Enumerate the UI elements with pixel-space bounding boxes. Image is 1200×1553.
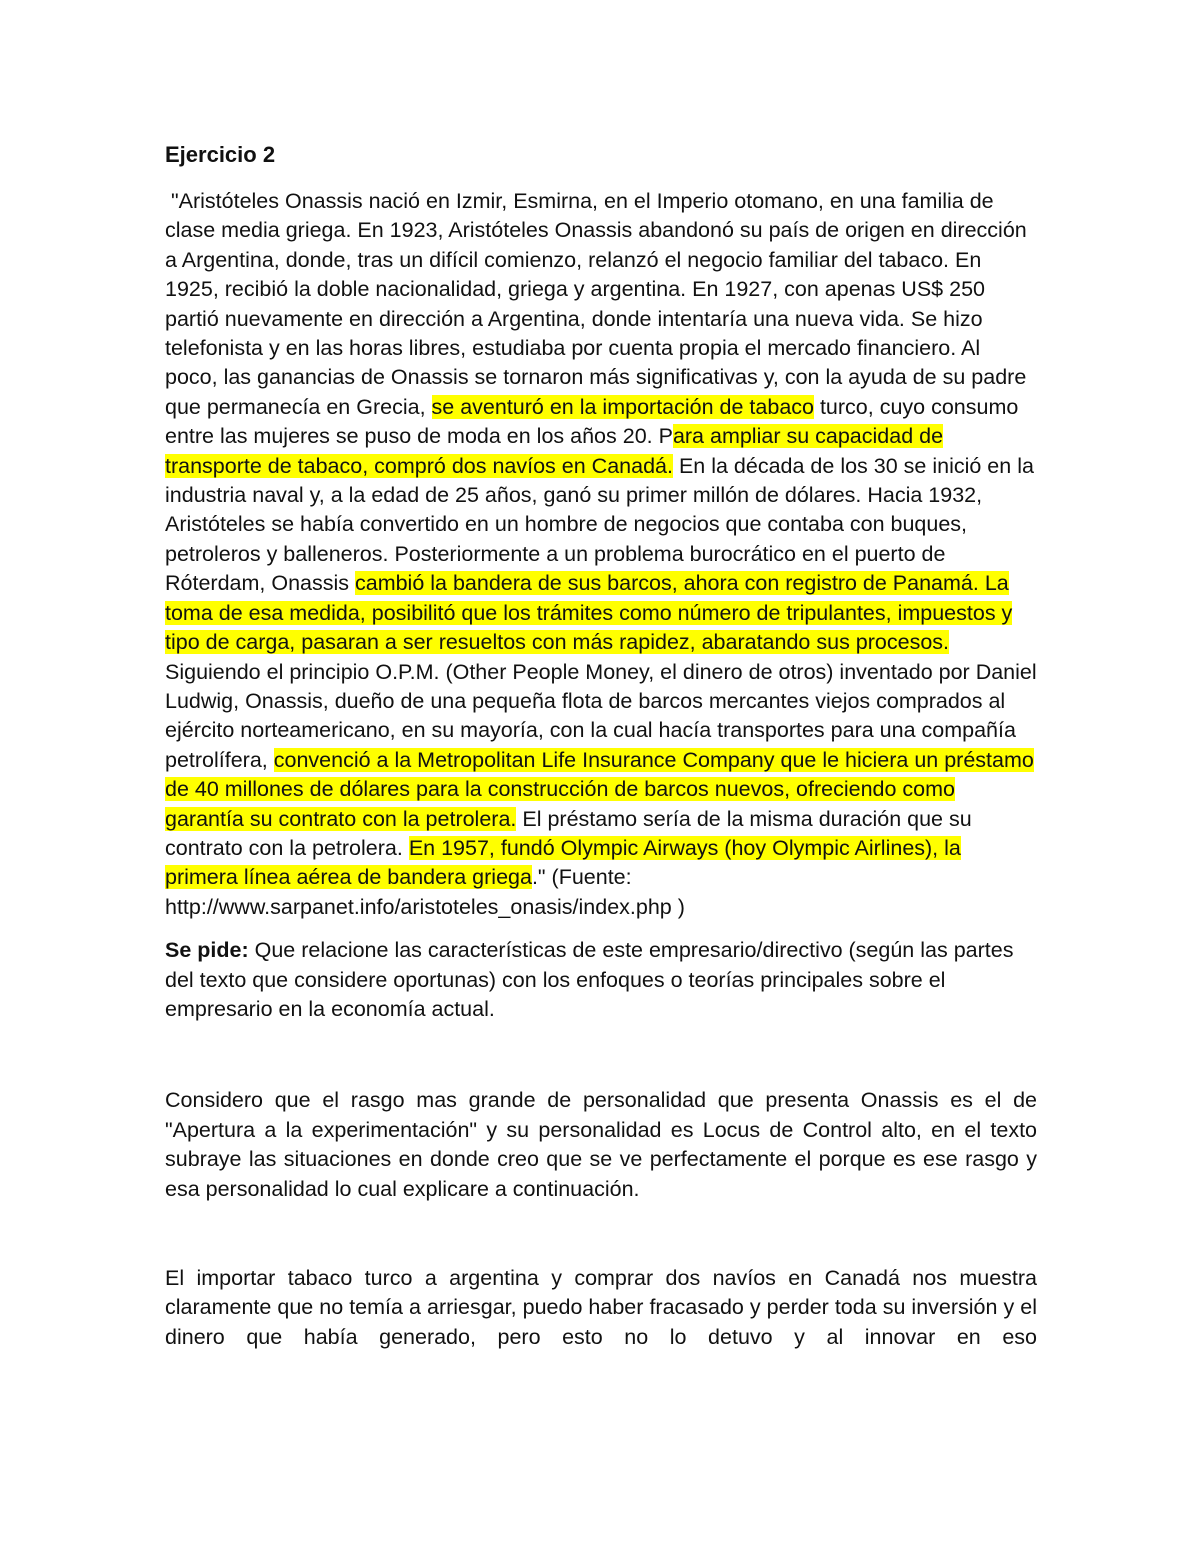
quote-segment: "Aristóteles Onassis nació en Izmir, Esmirna, en el Imperio otomano, en una familia de clase media griega. En 1923, Aristóteles Onassis abandonó su país de origen en dirección a Argentina, donde, tras un difícil comienzo, relanzó el negocio familiar del tabaco. En 1925, recibió la doble nacionalidad, griega y argentina. En 1927, con apenas US$ 250 partió nuevamente en dirección a Argentina, donde intentaría una nueva vida. Se hizo telefonista y en las horas libres, estudiaba por cuenta propia el mercado financiero. Al poco, las ganancias de Onassis se tornaron más significativas y, con la ayuda de su padre que permanecía en Grecia,	[165, 189, 1027, 419]
quote-highlight: ara ampliar su capacidad de transporte de tabaco, compró dos navíos en Canadá.	[165, 424, 944, 478]
task-text: Que relacione las características de este empresario/directivo (según las partes del texto que considere oportunas) con los enfoques o teorías principales sobre el empresario en la economía actual.	[165, 938, 1014, 1021]
quote-highlight: se aventuró en la importación de tabaco	[431, 394, 814, 419]
quote-highlight: convenció a la Metropolitan Life Insurance Company que le hiciera un préstamo de 40 millones de dólares para la construcción de barcos nuevos, ofreciendo como garantía su contrato con la petrolera.	[165, 747, 1034, 831]
quote-paragraph	[165, 187, 1037, 922]
quote-highlight: cambió la bandera de sus barcos, ahora con registro de Panamá. La toma de esa medida, posibilitó que los trámites como número de tripulantes, impuestos y tipo de carga, pasaran a ser resueltos con más rapidez, abaratando sus procesos.	[165, 571, 1013, 655]
document-title: Ejercicio 2	[165, 142, 276, 167]
quote-segment: turco, cuyo consumo entre las mujeres se puso de moda en los años 20. P	[165, 394, 1019, 449]
document-content	[165, 140, 1037, 1352]
task-label: Se pide:	[165, 938, 249, 963]
quote-highlight: En 1957, fundó Olympic Airways (hoy Olympic Airlines), la primera línea aérea de bandera griega	[165, 835, 961, 890]
quote-segment: Siguiendo el principio O.P.M. (Other People Money, el dinero de otros) inventado por Daniel Ludwig, Onassis, dueño de una pequeña flota de barcos mercantes viejos comprados al ejército norteamericano, en su mayoría, con la cual hacía transportes para una compañía petrolífera,	[165, 659, 1037, 772]
task-paragraph	[165, 936, 1037, 1024]
quote-segment: El préstamo sería de la misma duración que su contrato con la petrolera.	[165, 806, 972, 860]
quote-segment: En la década de los 30 se inició en la industria naval y, a la edad de 25 años, ganó su primer millón de dólares. Hacia 1932, Aristóteles se había convertido en un hombre de negocios que contaba con buques, petroleros y balleneros. Posteriormente a un problema burocrático en el puerto de Róterdam, Onassis	[165, 453, 1034, 596]
answer-paragraph-1: Considero que el rasgo mas grande de personalidad que presenta Onassis es el de "Apertura a la experimentación" y su personalidad es Locus de Control alto, en el texto subraye las situaciones en donde creo que se ve perfectamente el porque es ese rasgo y esa personalidad lo cual explicare a continuación.	[165, 1088, 1037, 1201]
quote-segment: ." (Fuente: http://www.sarpanet.info/aristoteles_onasis/index.php )	[165, 865, 685, 919]
answer-paragraph-2: El importar tabaco turco a argentina y comprar dos navíos en Canadá nos muestra claramente que no temía a arriesgar, puedo haber fracasado y perder toda su inversión y el dinero que había generado, pero esto no lo detuvo y al innovar en eso	[165, 1266, 1037, 1349]
